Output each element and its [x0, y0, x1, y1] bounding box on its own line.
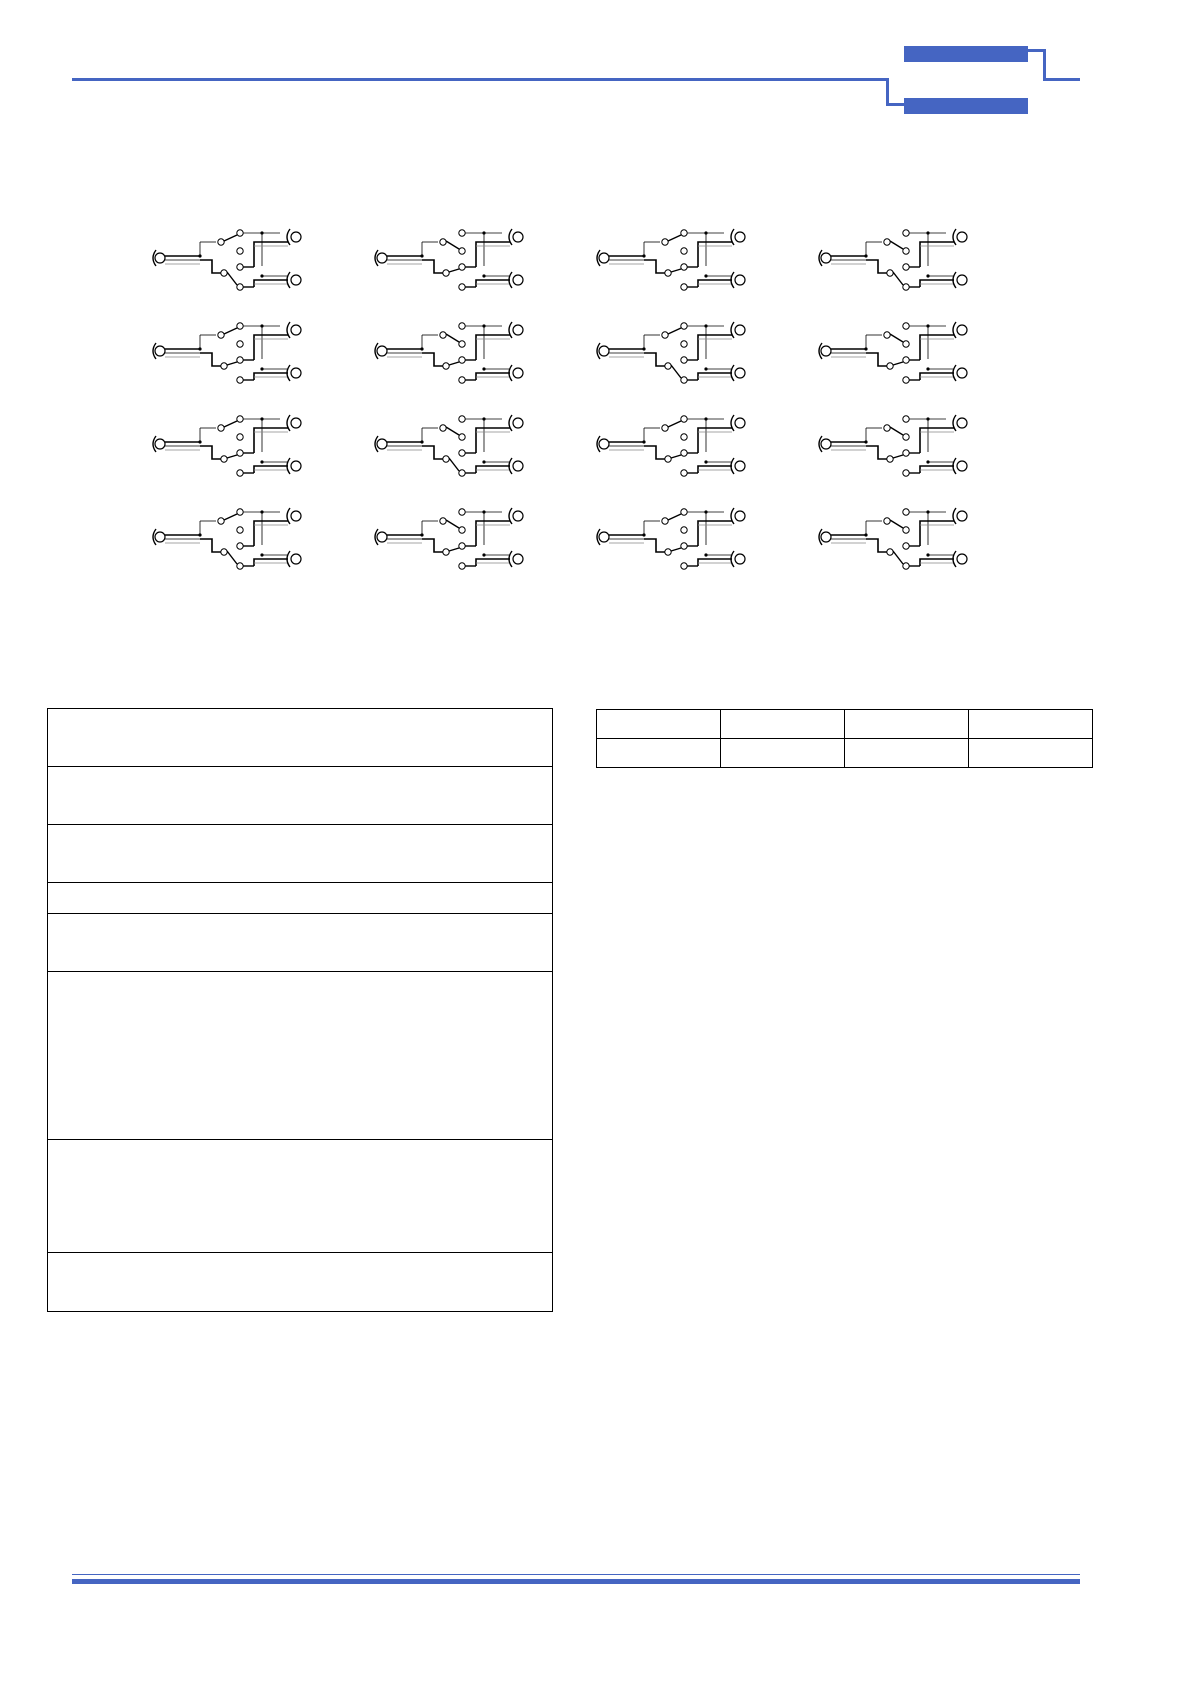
footer-rule-thick: [72, 1579, 1080, 1584]
spec-table: [47, 708, 553, 1312]
switch-schematic: [150, 226, 320, 306]
header-rule-step: [886, 103, 906, 106]
switch-schematic: [816, 412, 986, 492]
spec-row: [48, 1140, 552, 1253]
spec-row: [48, 709, 552, 767]
switch-schematic: [816, 226, 986, 306]
side-table-cell: [969, 739, 1093, 768]
spec-row: [48, 825, 552, 883]
header-tab-bottom: [904, 98, 1028, 114]
header-tab-label: [904, 46, 1028, 62]
switch-schematic: [594, 319, 764, 399]
side-table-header-row: [597, 710, 1093, 739]
side-table-cell: [721, 739, 845, 768]
header-rule-tail: [1043, 78, 1080, 81]
switch-schematic: [150, 412, 320, 492]
spec-row: [48, 1253, 552, 1311]
switch-schematic: [816, 319, 986, 399]
switch-schematic: [816, 505, 986, 585]
header-rule-step: [1043, 49, 1046, 81]
header-rule: [72, 78, 888, 81]
switch-diagram-grid: [150, 226, 980, 586]
side-table-cell: [845, 710, 969, 739]
side-table-cell: [721, 710, 845, 739]
spec-row: [48, 972, 552, 1140]
switch-schematic: [594, 226, 764, 306]
side-table-cell: [597, 710, 721, 739]
switch-schematic: [594, 412, 764, 492]
switch-schematic: [372, 319, 542, 399]
footer-rule-thin: [72, 1574, 1080, 1575]
switch-schematic: [372, 505, 542, 585]
spec-row: [48, 914, 552, 972]
side-table-row: [597, 739, 1093, 768]
switch-schematic: [372, 226, 542, 306]
side-table-cell: [969, 710, 1093, 739]
switch-schematic: [150, 319, 320, 399]
spec-row: [48, 767, 552, 825]
side-table-cell: [845, 739, 969, 768]
side-table-cell: [597, 739, 721, 768]
switch-schematic: [150, 505, 320, 585]
switch-schematic: [594, 505, 764, 585]
header-rule-step: [886, 78, 889, 106]
spec-row: [48, 883, 552, 914]
side-table: [596, 709, 1093, 768]
switch-schematic: [372, 412, 542, 492]
